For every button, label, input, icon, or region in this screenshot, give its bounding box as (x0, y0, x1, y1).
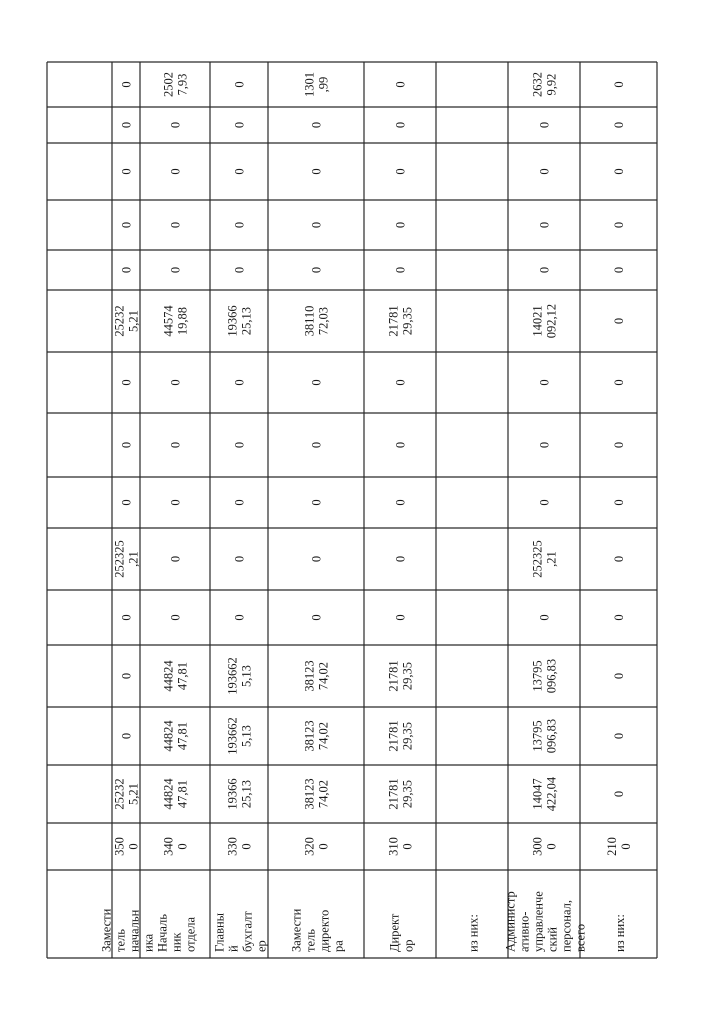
cell-r6-c11 (169, 168, 183, 174)
cell-r7-c7-line-0: 0 (119, 379, 134, 386)
table-cells (100, 72, 634, 952)
cell-r3-c4 (394, 556, 408, 562)
cell-r5-c11-line-0: 0 (232, 168, 247, 175)
cell-r3-c8-line-0: 21781 (386, 305, 401, 337)
cell-r3-c5 (394, 499, 408, 505)
cell-r4-c11 (310, 168, 324, 174)
cell-r0-c10-line-0: 0 (612, 221, 626, 229)
cell-r7-c1 (120, 733, 134, 739)
cell-r0-c4 (612, 556, 626, 562)
row-label-3 (388, 913, 416, 952)
row-label-3-line-1: ор (401, 939, 416, 952)
cell-r6-c2-line-0: 44824 (161, 660, 176, 692)
cell-r6-c6-line-0: 0 (168, 441, 183, 449)
cell-r3-c6 (394, 442, 408, 448)
cell-r0-c3-line-0: 0 (612, 614, 626, 621)
cell-r6-c0-line-1: 47,81 (175, 779, 190, 809)
cell-r1-c4-line-1: ,21 (544, 551, 559, 567)
cell-r6-c12-line-0: 0 (168, 121, 183, 129)
row-label-7 (100, 908, 156, 952)
cell-r5-c5 (233, 499, 247, 505)
cell-r3-c9-line-0: 0 (393, 266, 408, 274)
cell-r6-c10-line-0: 0 (168, 221, 183, 229)
cell-r6-c11-line-0: 0 (168, 168, 183, 175)
cell-r4-c0-line-1: 74,02 (316, 779, 331, 809)
cell-r4-c12 (310, 122, 324, 128)
cell-r4-c0-line-0: 38123 (302, 778, 317, 810)
cell-r0-c11-line-0: 0 (612, 168, 626, 175)
cell-r6-c9-line-0: 0 (168, 266, 183, 274)
cell-r7-c11 (120, 168, 134, 174)
cell-r1-c5-line-0: 0 (537, 499, 552, 506)
cell-r0-c2-line-0: 0 (612, 672, 626, 680)
table-grid (47, 62, 657, 958)
cell-r7-c6 (120, 442, 134, 448)
cell-r0-c1-line-0: 0 (612, 732, 626, 740)
cell-r0-c7 (612, 379, 626, 385)
cell-r0-c7-line-0: 0 (612, 379, 626, 386)
cell-r0-c3 (612, 614, 626, 620)
cell-r4-c3 (310, 614, 324, 620)
cell-r3-c0-line-1: 29,35 (400, 779, 415, 809)
cell-r5-c12-line-0: 0 (232, 121, 247, 129)
cell-r7-c3-line-0: 0 (119, 614, 134, 621)
cell-r1-c12 (538, 122, 552, 128)
cell-r6-c6 (169, 442, 183, 448)
cell-r0-c2 (612, 673, 626, 679)
row-label-6-line-1: ник (169, 932, 184, 952)
cell-r6-c7 (169, 379, 183, 385)
cell-r6-c10 (169, 222, 183, 228)
cell-r3-c12 (394, 122, 408, 128)
cell-r7-c4-line-1: ,21 (126, 551, 141, 567)
cell-r3-c3-line-0: 0 (393, 614, 408, 621)
cell-r1-c5 (538, 499, 552, 505)
row-label-4-line-3: ра (331, 940, 346, 952)
cell-r4-c1-line-0: 38123 (302, 720, 317, 752)
cell-r7-c4-line-0: 252325 (112, 540, 127, 578)
cell-r0-c8-line-0: 0 (612, 317, 626, 325)
cell-r5-c8-line-1: 25,13 (239, 306, 254, 336)
cell-r5-c13-line-0: 0 (232, 81, 247, 88)
cell-r1-c10-line-0: 0 (537, 221, 552, 229)
cell-r1-c13-line-1: 9,92 (544, 73, 559, 96)
cell-r3-c4-line-0: 0 (393, 555, 408, 563)
cell-r1-c0-line-0: 14047 (530, 778, 545, 810)
cell-r5-c1-line-1: 5,13 (239, 725, 254, 747)
cell-r1-c7 (538, 379, 552, 385)
cell-r6-c13-line-0: 2502 (161, 72, 176, 97)
cell-r4-c7-line-0: 0 (309, 379, 324, 386)
cell-r1-c4 (531, 540, 559, 578)
cell-r4-c7 (310, 379, 324, 385)
cell-r6-c1-line-0: 44824 (161, 720, 176, 752)
row-label-4 (290, 908, 346, 952)
row-label-6-line-0: Началь (155, 914, 170, 952)
row-label-0 (613, 914, 627, 952)
cell-r6-c4-line-0: 0 (168, 555, 183, 563)
cell-r1-c13 (531, 72, 559, 97)
cell-r1-c0 (531, 776, 559, 811)
cell-r7-c11-line-0: 0 (119, 168, 134, 175)
cell-r1-c1 (531, 719, 559, 753)
cell-r6-c9 (169, 267, 183, 273)
row-label-1-line-4: персонал, (559, 900, 574, 952)
cell-r3-c5-line-0: 0 (393, 499, 408, 506)
cell-r7-c5-line-0: 0 (119, 499, 134, 506)
row-label-1 (504, 891, 588, 952)
cell-r7-c13-line-0: 0 (119, 81, 134, 88)
row-code-4-line-0: 320 (302, 837, 317, 856)
cell-r5-c2 (226, 657, 254, 695)
cell-r6-c8-line-1: 19,88 (175, 306, 190, 336)
cell-r6-c12 (169, 122, 183, 128)
cell-r5-c3 (233, 614, 247, 620)
cell-r6-c8-line-0: 44574 (161, 305, 176, 337)
cell-r5-c4-line-0: 0 (232, 555, 247, 563)
row-code-0 (605, 837, 633, 856)
cell-r4-c8-line-1: 72,03 (316, 306, 331, 336)
cell-r5-c6 (233, 442, 247, 448)
cell-r5-c1-line-0: 193662 (225, 717, 240, 755)
cell-r4-c13-line-0: 1301 (302, 72, 317, 97)
cell-r6-c8 (162, 305, 190, 337)
cell-r0-c13 (612, 81, 626, 87)
cell-r7-c8-line-0: 25232 (112, 305, 127, 337)
cell-r7-c6-line-0: 0 (119, 441, 134, 449)
cell-r3-c1 (387, 720, 415, 751)
cell-r3-c11-line-0: 0 (393, 168, 408, 175)
row-label-5-line-1: й (226, 945, 241, 952)
cell-r7-c4 (113, 540, 141, 578)
cell-r1-c0-line-1: 422,04 (544, 776, 559, 812)
cell-r4-c9 (310, 267, 324, 273)
cell-r5-c13 (233, 81, 247, 87)
row-code-1-line-1: 0 (544, 843, 559, 850)
row-code-7 (113, 837, 141, 856)
row-label-5-line-0: Главны (212, 912, 227, 952)
cell-r1-c8 (531, 304, 559, 338)
cell-r5-c0-line-1: 25,13 (239, 779, 254, 809)
row-label-7-line-2: начальн (127, 909, 142, 952)
cell-r4-c8 (303, 306, 331, 337)
cell-r7-c10 (120, 222, 134, 228)
row-label-2-line-0: из них: (466, 914, 481, 952)
cell-r0-c0-line-0: 0 (612, 790, 626, 798)
cell-r7-c8 (113, 305, 141, 336)
cell-r3-c0-line-0: 21781 (386, 778, 401, 810)
row-label-4-line-1: тель (303, 929, 318, 952)
cell-r6-c1-line-1: 47,81 (175, 721, 190, 751)
row-label-1-line-2: управленче (531, 891, 546, 952)
cell-r7-c0-line-1: 5,21 (126, 783, 141, 805)
cell-r0-c12-line-0: 0 (612, 121, 626, 129)
cell-r4-c0 (303, 778, 331, 809)
cell-r5-c6-line-0: 0 (232, 441, 247, 449)
cell-r3-c12-line-0: 0 (393, 121, 408, 129)
cell-r7-c10-line-0: 0 (119, 221, 134, 229)
cell-r3-c11 (394, 168, 408, 174)
cell-r5-c2-line-0: 193662 (225, 657, 240, 695)
row-code-5-line-1: 0 (239, 843, 254, 850)
cell-r3-c8 (387, 305, 415, 336)
cell-r4-c6 (310, 442, 324, 448)
cell-r1-c12-line-0: 0 (537, 121, 552, 129)
cell-r7-c3 (120, 614, 134, 620)
cell-r1-c2-line-1: 096,83 (544, 658, 559, 694)
row-code-3-line-1: 0 (400, 843, 415, 850)
row-label-1-line-0: Администр (503, 891, 518, 952)
cell-r4-c2-line-1: 74,02 (316, 661, 331, 691)
cell-r7-c9-line-0: 0 (119, 266, 134, 274)
row-code-3 (387, 837, 415, 856)
cell-r7-c1-line-0: 0 (119, 732, 134, 740)
cell-r6-c5-line-0: 0 (168, 499, 183, 506)
cell-r6-c5 (169, 499, 183, 505)
cell-r6-c3-line-0: 0 (168, 614, 183, 621)
cell-r5-c1 (226, 717, 254, 755)
cell-r1-c8-line-1: 092,12 (544, 303, 559, 339)
cell-r1-c2 (531, 659, 559, 693)
cell-r4-c10 (310, 222, 324, 228)
cell-r7-c2 (120, 673, 134, 679)
cell-r1-c13-line-0: 2632 (530, 72, 545, 97)
cell-r6-c1 (162, 720, 190, 752)
cell-r3-c10-line-0: 0 (393, 221, 408, 229)
cell-r1-c9-line-0: 0 (537, 266, 552, 274)
cell-r0-c5-line-0: 0 (612, 499, 626, 506)
cell-r7-c2-line-0: 0 (119, 672, 134, 680)
cell-r5-c9-line-0: 0 (232, 266, 247, 274)
cell-r5-c5-line-0: 0 (232, 499, 247, 506)
cell-r7-c7 (120, 379, 134, 385)
cell-r4-c5-line-0: 0 (309, 499, 324, 506)
cell-r1-c9 (538, 267, 552, 273)
row-label-4-line-2: директо (317, 909, 332, 952)
cell-r5-c9 (233, 267, 247, 273)
cell-r0-c1 (612, 733, 626, 739)
cell-r5-c4 (233, 556, 247, 562)
cell-r6-c2 (162, 660, 190, 692)
cell-r1-c2-line-0: 13795 (530, 660, 545, 692)
cell-r3-c13 (394, 81, 408, 87)
cell-r1-c7-line-0: 0 (537, 379, 552, 386)
row-code-0-line-1: 0 (619, 843, 633, 850)
cell-r4-c13 (303, 72, 331, 97)
cell-r4-c11-line-0: 0 (309, 168, 324, 175)
cell-r6-c0-line-0: 44824 (161, 778, 176, 810)
cell-r1-c6-line-0: 0 (537, 441, 552, 449)
row-label-5-line-3: ер (254, 940, 269, 952)
row-code-1 (531, 837, 559, 856)
cell-r6-c13 (162, 72, 190, 97)
row-code-7-line-1: 0 (126, 843, 141, 850)
cell-r3-c3 (394, 614, 408, 620)
cell-r1-c3 (538, 614, 552, 620)
row-code-5-line-0: 330 (225, 837, 240, 856)
cell-r7-c0-line-0: 25232 (112, 778, 127, 810)
row-code-0-line-0: 210 (605, 837, 619, 856)
row-label-5-line-2: бухгалт (240, 911, 255, 952)
cell-r7-c0 (113, 778, 141, 809)
cell-r4-c4-line-0: 0 (309, 555, 324, 563)
cell-r1-c4-line-0: 252325 (530, 540, 545, 578)
cell-r4-c1 (303, 720, 331, 751)
cell-r3-c2-line-0: 21781 (386, 660, 401, 692)
cell-r1-c8-line-0: 14021 (530, 305, 545, 337)
cell-r5-c0-line-0: 19366 (225, 778, 240, 810)
cell-r5-c7 (233, 379, 247, 385)
cell-r6-c7-line-0: 0 (168, 379, 183, 386)
row-label-6 (156, 914, 198, 952)
row-label-7-line-3: ика (141, 933, 156, 952)
cell-r5-c11 (233, 168, 247, 174)
cell-r3-c7 (394, 379, 408, 385)
cell-r0-c9-line-0: 0 (612, 266, 626, 274)
cell-r1-c1-line-0: 13795 (530, 720, 545, 752)
cell-r0-c13-line-0: 0 (612, 81, 626, 88)
cell-r4-c5 (310, 499, 324, 505)
cell-r0-c10 (612, 222, 626, 228)
row-label-5 (213, 911, 269, 952)
row-label-4-line-0: Замести (289, 908, 304, 952)
cell-r5-c10-line-0: 0 (232, 221, 247, 229)
row-code-6-line-0: 340 (161, 837, 176, 856)
cell-r1-c1-line-1: 096,83 (544, 718, 559, 754)
cell-r0-c6 (612, 442, 626, 448)
cell-r7-c12 (120, 122, 134, 128)
cell-r0-c5 (612, 499, 626, 505)
cell-r3-c6-line-0: 0 (393, 441, 408, 449)
row-label-1-line-1: ативно- (517, 911, 532, 952)
row-code-7-line-0: 350 (112, 837, 127, 856)
row-label-3-line-0: Директ (387, 913, 402, 952)
row-code-4 (303, 837, 331, 856)
cell-r5-c10 (233, 222, 247, 228)
cell-r7-c9 (120, 267, 134, 273)
cell-r4-c8-line-0: 38110 (302, 305, 317, 337)
cell-r4-c6-line-0: 0 (309, 441, 324, 449)
cell-r0-c12 (612, 122, 626, 128)
cell-r4-c13-line-1: ,99 (316, 76, 331, 93)
cell-r0-c11 (612, 168, 626, 174)
cell-r4-c2 (303, 660, 331, 691)
cell-r6-c4 (169, 556, 183, 562)
row-label-7-line-0: Замести (99, 908, 114, 952)
cell-r6-c3 (169, 614, 183, 620)
row-code-6-line-1: 0 (175, 843, 190, 850)
cell-r7-c13 (120, 81, 134, 87)
cell-r4-c3-line-0: 0 (309, 614, 324, 621)
cell-r6-c2-line-1: 47,81 (175, 661, 190, 691)
row-code-3-line-0: 310 (386, 837, 401, 856)
cell-r5-c12 (233, 122, 247, 128)
cell-r4-c9-line-0: 0 (309, 266, 324, 274)
cell-r3-c2 (387, 660, 415, 691)
cell-r1-c11-line-0: 0 (537, 168, 552, 175)
cell-r5-c7-line-0: 0 (232, 379, 247, 386)
cell-r3-c10 (394, 222, 408, 228)
cell-r3-c9 (394, 267, 408, 273)
row-code-4-line-1: 0 (316, 843, 331, 850)
cell-r6-c13-line-1: 7,93 (175, 73, 190, 96)
cell-r3-c0 (387, 778, 415, 809)
cell-r4-c10-line-0: 0 (309, 221, 324, 229)
cell-r0-c6-line-0: 0 (612, 441, 626, 449)
cell-r1-c6 (538, 442, 552, 448)
row-code-5 (226, 837, 254, 856)
cell-r5-c0 (226, 778, 254, 809)
cell-r4-c2-line-0: 38123 (302, 660, 317, 692)
row-label-6-line-2: отдела (183, 916, 198, 952)
cell-r3-c7-line-0: 0 (393, 379, 408, 386)
cell-r1-c10 (538, 222, 552, 228)
cell-r5-c8 (226, 305, 254, 336)
row-code-1-line-0: 300 (530, 837, 545, 856)
cell-r0-c0 (612, 791, 626, 797)
row-code-6 (162, 837, 190, 856)
cell-r5-c3-line-0: 0 (232, 614, 247, 621)
cell-r3-c8-line-1: 29,35 (400, 306, 415, 336)
cell-r4-c1-line-1: 74,02 (316, 721, 331, 751)
cell-r3-c2-line-1: 29,35 (400, 661, 415, 691)
cell-r3-c13-line-0: 0 (393, 81, 408, 88)
row-label-1-line-5: всего (573, 923, 588, 952)
cell-r0-c4-line-0: 0 (612, 555, 626, 563)
cell-r5-c8-line-0: 19366 (225, 305, 240, 337)
cell-r4-c4 (310, 556, 324, 562)
cell-r0-c8 (612, 318, 626, 324)
cell-r7-c8-line-1: 5,21 (126, 310, 141, 332)
cell-r7-c5 (120, 499, 134, 505)
cell-r7-c12-line-0: 0 (119, 121, 134, 129)
row-label-2 (467, 914, 481, 952)
cell-r4-c12-line-0: 0 (309, 121, 324, 129)
row-label-1-line-3: ский (545, 927, 560, 952)
cell-r3-c1-line-0: 21781 (386, 720, 401, 752)
cell-r3-c1-line-1: 29,35 (400, 721, 415, 751)
cell-r1-c3-line-0: 0 (537, 614, 552, 621)
row-label-7-line-1: тель (113, 929, 128, 952)
cell-r1-c11 (538, 168, 552, 174)
cell-r5-c2-line-1: 5,13 (239, 665, 254, 687)
cell-r6-c0 (162, 778, 190, 810)
row-label-0-line-0: из них: (613, 914, 627, 952)
cell-r0-c9 (612, 267, 626, 273)
